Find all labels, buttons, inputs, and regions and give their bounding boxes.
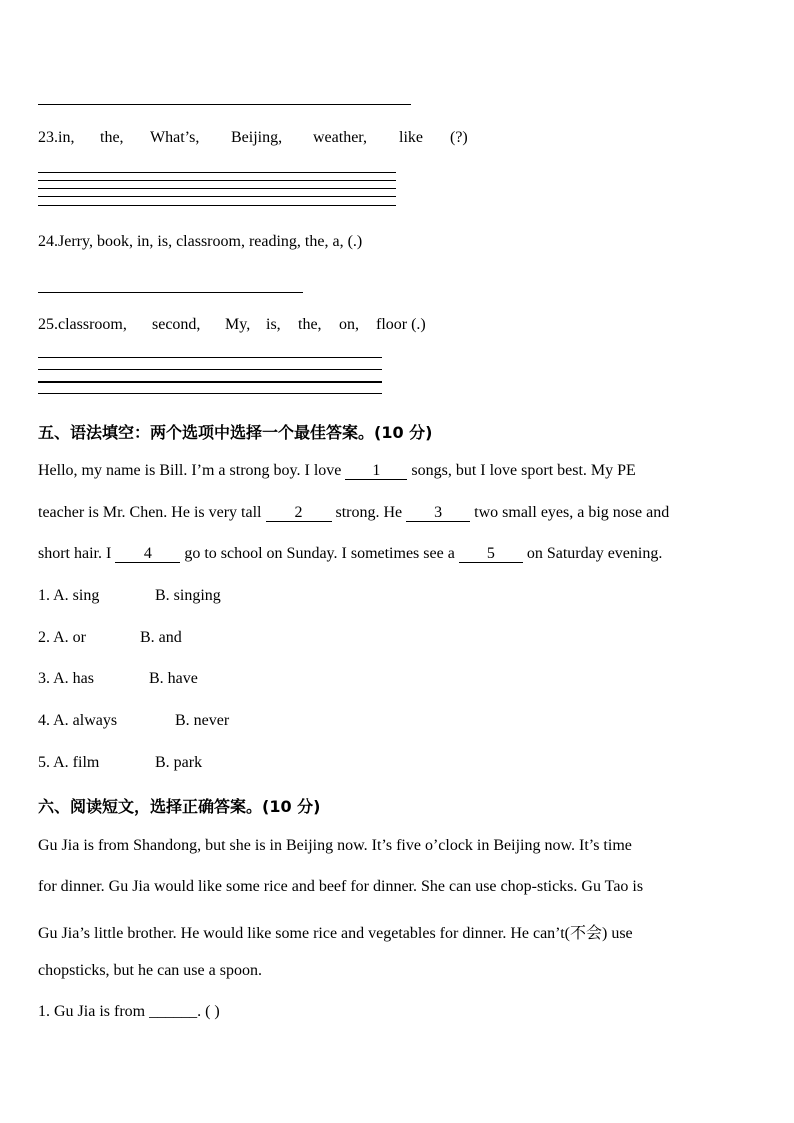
option-b[interactable]: B. and (140, 629, 182, 646)
answer-line (38, 369, 382, 370)
blank-4: 4 (115, 546, 180, 563)
passage-line: Gu Jia’s little brother. He would like some rice and vegetables for dinner. He can’t(不会) use (38, 925, 633, 942)
word: on, (339, 316, 359, 333)
section-heading: 六、阅读短文，选择正确答案。(10 分) (38, 797, 321, 816)
answer-line (38, 393, 382, 394)
passage-text: teacher is Mr. Chen. He is very tall (38, 504, 266, 521)
option-a[interactable]: 2. A. or (38, 629, 86, 646)
question-number: 25. (38, 316, 58, 333)
answer-line (38, 292, 303, 293)
word: My, (225, 316, 251, 333)
option-row (38, 754, 202, 772)
answer-line (38, 104, 411, 105)
answer-line (38, 196, 396, 197)
option-a[interactable]: 4. A. always (38, 712, 118, 729)
option-row (38, 712, 229, 730)
option-a[interactable]: 1. A. sing (38, 587, 100, 604)
passage-line (38, 545, 662, 563)
blank-5: 5 (459, 546, 523, 563)
word: What’s, (150, 129, 200, 146)
word: classroom, (58, 316, 127, 333)
question-23 (38, 129, 468, 147)
option-row (38, 670, 198, 688)
passage-line (38, 462, 636, 480)
passage-text: Hello, my name is Bill. I’m a strong boy. I love (38, 462, 346, 479)
word: in, (58, 129, 75, 146)
passage-text: go to school on Sunday. I sometimes see a (180, 545, 459, 562)
passage-text: two small eyes, a big nose and (470, 504, 670, 521)
passage-line: chopsticks, but he can use a spoon. (38, 962, 262, 979)
word: the, (100, 129, 124, 146)
answer-line (38, 188, 396, 189)
word: second, (152, 316, 201, 333)
answer-line (38, 381, 382, 383)
option-b[interactable]: B. park (155, 754, 203, 771)
word: Beijing, (231, 129, 283, 146)
word: weather, (313, 129, 367, 146)
word: (?) (450, 129, 468, 146)
reading-question-1: 1. Gu Jia is from ______. ( ) (38, 1003, 220, 1020)
answer-line (38, 180, 396, 181)
question-25 (38, 316, 426, 334)
blank-2: 2 (266, 505, 332, 522)
section-heading: 五、语法填空：两个选项中选择一个最佳答案。(10 分) (38, 423, 433, 442)
answer-line (38, 205, 396, 206)
answer-line (38, 357, 382, 358)
passage-text: on Saturday evening. (522, 545, 663, 562)
option-row (38, 629, 182, 647)
word: like (399, 129, 423, 146)
option-a[interactable]: 3. A. has (38, 670, 94, 687)
passage-text: short hair. I (38, 545, 116, 562)
passage-text: strong. He (331, 504, 407, 521)
option-a[interactable]: 5. A. film (38, 754, 100, 771)
passage-text: songs, but I love sport best. My PE (407, 462, 636, 479)
option-b[interactable]: B. never (175, 712, 230, 729)
question-24: 24.Jerry, book, in, is, classroom, reading, the, a, (.) (38, 233, 363, 250)
option-b[interactable]: B. have (149, 670, 198, 687)
option-b[interactable]: B. singing (155, 587, 221, 604)
passage-line (38, 504, 669, 522)
answer-line (38, 172, 396, 173)
option-row (38, 587, 221, 605)
question-number: 23. (38, 129, 58, 146)
passage-line: Gu Jia is from Shandong, but she is in Beijing now. It’s five o’clock in Beijing now. It’s time (38, 837, 632, 854)
blank-1: 1 (345, 463, 407, 480)
passage-line: for dinner. Gu Jia would like some rice and beef for dinner. She can use chop-sticks. Gu Tao is (38, 878, 644, 895)
word: the, (298, 316, 322, 333)
word: is, (266, 316, 281, 333)
blank-3: 3 (406, 505, 470, 522)
word: floor (.) (376, 316, 426, 333)
